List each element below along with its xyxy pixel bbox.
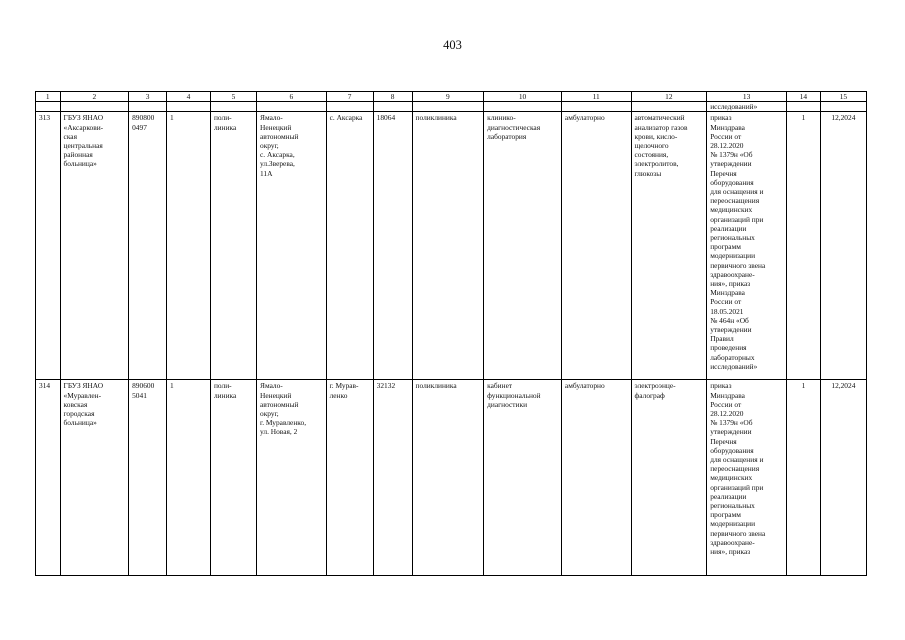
due-date: 12,2024 (820, 112, 866, 380)
equipment-name: электроэнце- фалограф (631, 380, 707, 576)
col4-value: 1 (166, 380, 210, 576)
organization-code: 890800 0497 (129, 112, 167, 380)
continued-basis-text: исследований» (707, 102, 787, 112)
column-number: 5 (210, 92, 256, 102)
quantity: 1 (787, 380, 821, 576)
column-number: 7 (326, 92, 373, 102)
locality: г. Мурав- ленко (326, 380, 373, 576)
column-number: 12 (631, 92, 707, 102)
col8-value: 18064 (373, 112, 412, 380)
column-number: 4 (166, 92, 210, 102)
legal-basis: приказ Минздрава России от 28.12.2020 № 1379н «Об утверждении Перечня оборудования для оснащения и переоснащения медицинских организаций при реализации региональных программ модернизации первичного звена здравоохране- ния», приказ (707, 380, 787, 576)
organization-code: 890600 5041 (129, 380, 167, 576)
equipment-registry-table (35, 91, 867, 576)
care-form: амбулаторно (561, 380, 631, 576)
locality: с. Аксарка (326, 112, 373, 380)
column-number: 3 (129, 92, 167, 102)
legal-basis: приказ Минздрава России от 28.12.2020 № 1379н «Об утверждении Перечня оборудования для оснащения и переоснащения медицинских организаций при реализации региональных программ модернизации первичного звена здравоохране- ния», приказ Минздрава России от 18.05.2021 № 464н «Об утверждении Правил проведения лабораторных исследований» (707, 112, 787, 380)
facility-address: Ямало- Ненецкий автономный округ, г. Муравленко, ул. Новая, 2 (257, 380, 327, 576)
continuation-row (36, 102, 867, 112)
column-number: 15 (820, 92, 866, 102)
subdivision: поликлиника (412, 380, 484, 576)
table-row (36, 112, 867, 380)
row-number: 314 (36, 380, 61, 576)
column-number: 11 (561, 92, 631, 102)
organization-name: ГБУЗ ЯНАО «Аксаркови- ская центральная районная больница» (60, 112, 129, 380)
column-number-row (36, 92, 867, 102)
department-unit: кабинет функциональной диагностики (484, 380, 562, 576)
column-number: 10 (484, 92, 562, 102)
column-number: 8 (373, 92, 412, 102)
quantity: 1 (787, 112, 821, 380)
col8-value: 32132 (373, 380, 412, 576)
column-number: 14 (787, 92, 821, 102)
row-number: 313 (36, 112, 61, 380)
column-number: 1 (36, 92, 61, 102)
facility-type: поли- линика (210, 112, 256, 380)
facility-address: Ямало- Ненецкий автономный округ, с. Аксарка, ул.Зверева, 11А (257, 112, 327, 380)
column-number: 9 (412, 92, 484, 102)
column-number: 2 (60, 92, 129, 102)
page-number: 403 (443, 38, 462, 52)
col4-value: 1 (166, 112, 210, 380)
column-number: 13 (707, 92, 787, 102)
column-number: 6 (257, 92, 327, 102)
department-unit: клинико- диагностическая лаборатория (484, 112, 562, 380)
table-row (36, 380, 867, 576)
equipment-name: автоматический анализатор газов крови, кисло- щелочного состояния, электролитов, глюкозы (631, 112, 707, 380)
subdivision: поликлиника (412, 112, 484, 380)
due-date: 12,2024 (820, 380, 866, 576)
care-form: амбулаторно (561, 112, 631, 380)
facility-type: поли- линика (210, 380, 256, 576)
organization-name: ГБУЗ ЯНАО «Муравлен- ковская городская больница» (60, 380, 129, 576)
